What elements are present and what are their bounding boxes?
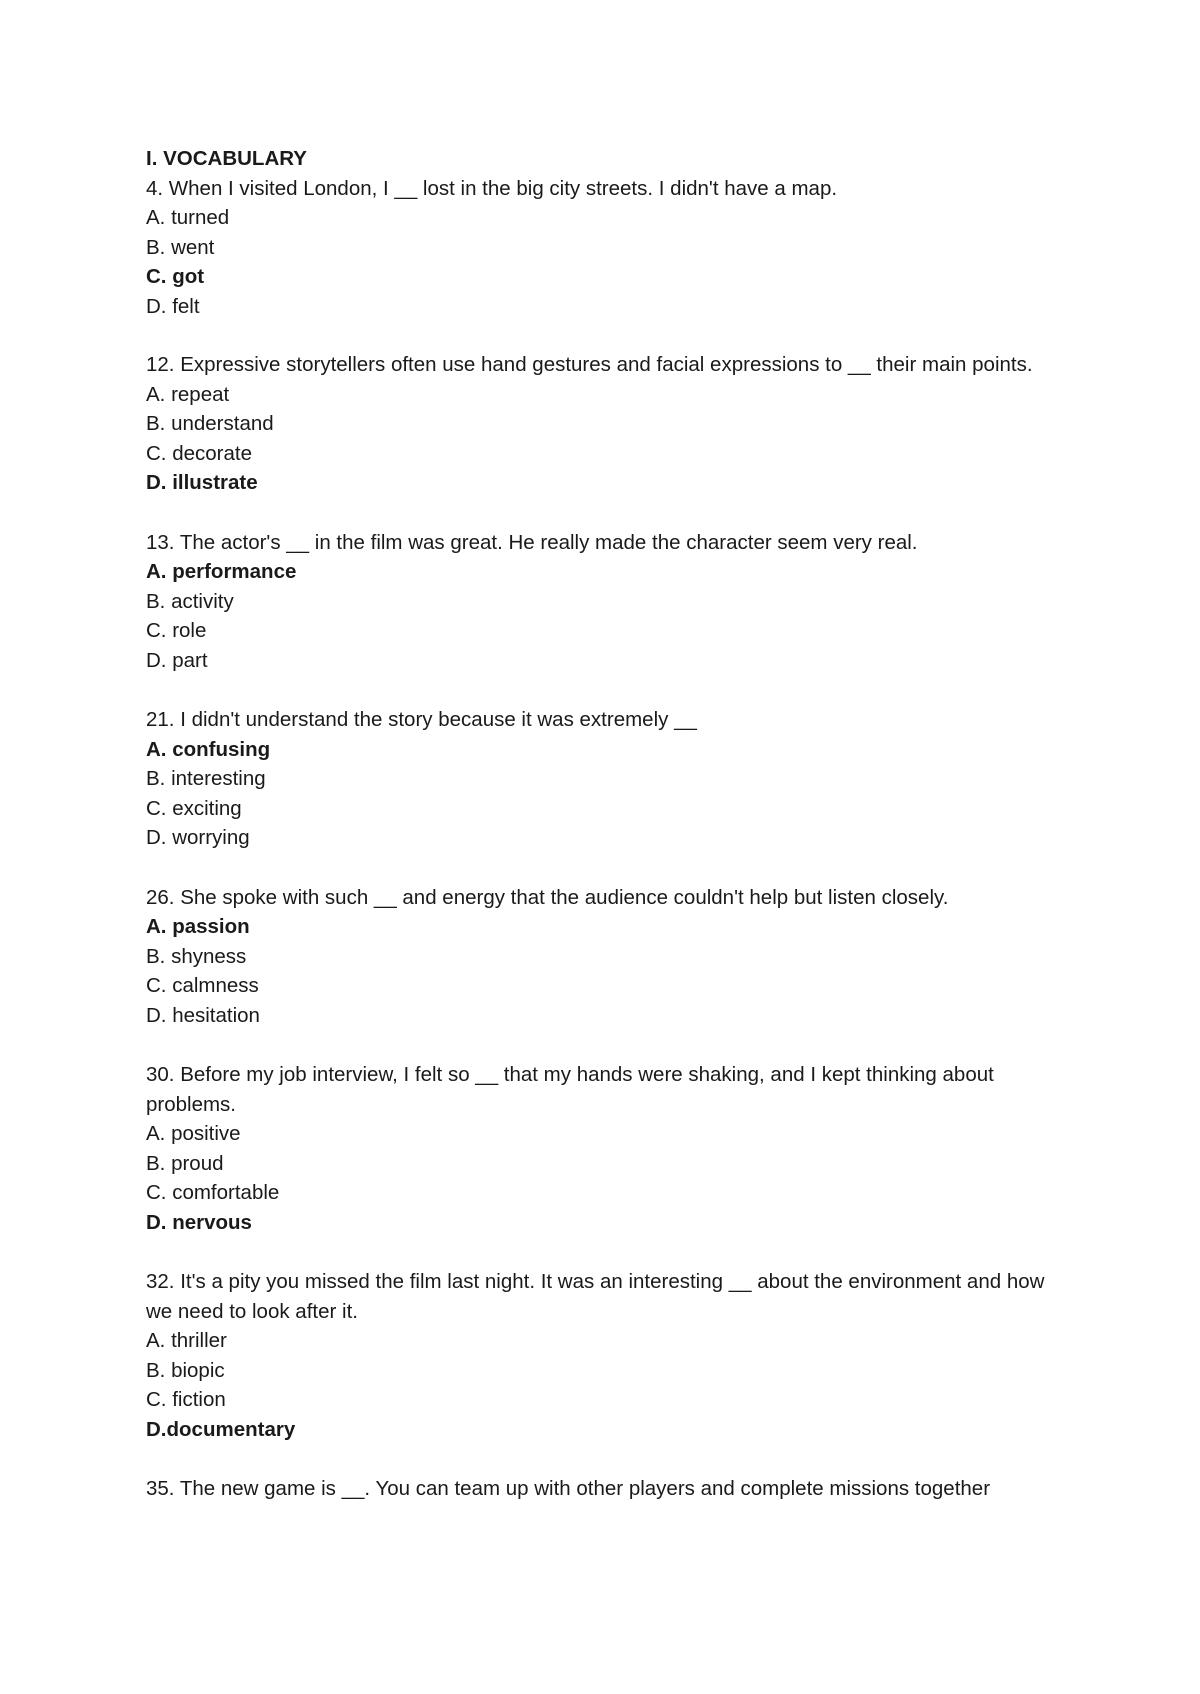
option-a: A. positive: [146, 1122, 241, 1145]
document-page: [146, 144, 1046, 1534]
option-a-correct: A. performance: [146, 560, 297, 583]
question-stem: 26. She spoke with such __ and energy that the audience couldn't help but listen closely.: [146, 885, 949, 909]
question-block-13: [146, 528, 1046, 676]
option-b: B. biopic: [146, 1358, 225, 1382]
option-c: C. role: [146, 619, 207, 642]
option-d: D. felt: [146, 294, 200, 318]
option-c: C. comfortable: [146, 1181, 280, 1204]
option-b: B. activity: [146, 589, 234, 613]
question-stem: 13. The actor's __ in the film was great. He really made the character seem very real.: [146, 530, 918, 554]
option-a: A. repeat: [146, 382, 230, 406]
option-c-correct: C. got: [146, 265, 205, 288]
option-d-correct: D. illustrate: [146, 471, 258, 494]
option-d-correct: D. nervous: [146, 1210, 252, 1234]
option-d: D. part: [146, 648, 208, 672]
option-d: D. hesitation: [146, 1003, 260, 1027]
question-stem: 35. The new game is __. You can team up with other players and complete missions together: [146, 1477, 991, 1500]
option-b: B. shyness: [146, 944, 247, 968]
option-d: D. worrying: [146, 826, 250, 849]
question-stem: 30. Before my job interview, I felt so __ that my hands were shaking, and I kept thinking about problems.: [146, 1063, 994, 1116]
question-block-32: [146, 1267, 1046, 1444]
question-block-35: [146, 1474, 1046, 1504]
section-title: I. VOCABULARY: [146, 147, 307, 170]
option-c: C. decorate: [146, 441, 252, 465]
option-b: B. went: [146, 235, 215, 259]
option-a: A. thriller: [146, 1329, 227, 1352]
option-a-correct: A. passion: [146, 915, 250, 938]
option-c: C. calmness: [146, 974, 259, 997]
question-block-4: [146, 174, 1046, 322]
question-block-12: [146, 350, 1046, 498]
option-d-correct: D.documentary: [146, 1417, 296, 1441]
option-c: C. exciting: [146, 796, 242, 820]
question-block-21: [146, 705, 1046, 853]
question-stem: 4. When I visited London, I __ lost in the big city streets. I didn't have a map.: [146, 176, 838, 200]
option-a-correct: A. confusing: [146, 737, 271, 761]
question-stem: 12. Expressive storytellers often use hand gestures and facial expressions to __ their main points.: [146, 353, 1033, 376]
question-block-26: [146, 883, 1046, 1031]
question-stem: 32. It's a pity you missed the film last night. It was an interesting __ about the environment and how we need to look after it.: [146, 1270, 1045, 1323]
option-b: B. proud: [146, 1151, 224, 1175]
option-a: A. turned: [146, 206, 230, 229]
question-stem: 21. I didn't understand the story because it was extremely __: [146, 708, 697, 731]
option-c: C. fiction: [146, 1388, 226, 1411]
question-block-30: [146, 1060, 1046, 1237]
option-b: B. understand: [146, 412, 274, 435]
option-b: B. interesting: [146, 767, 266, 790]
